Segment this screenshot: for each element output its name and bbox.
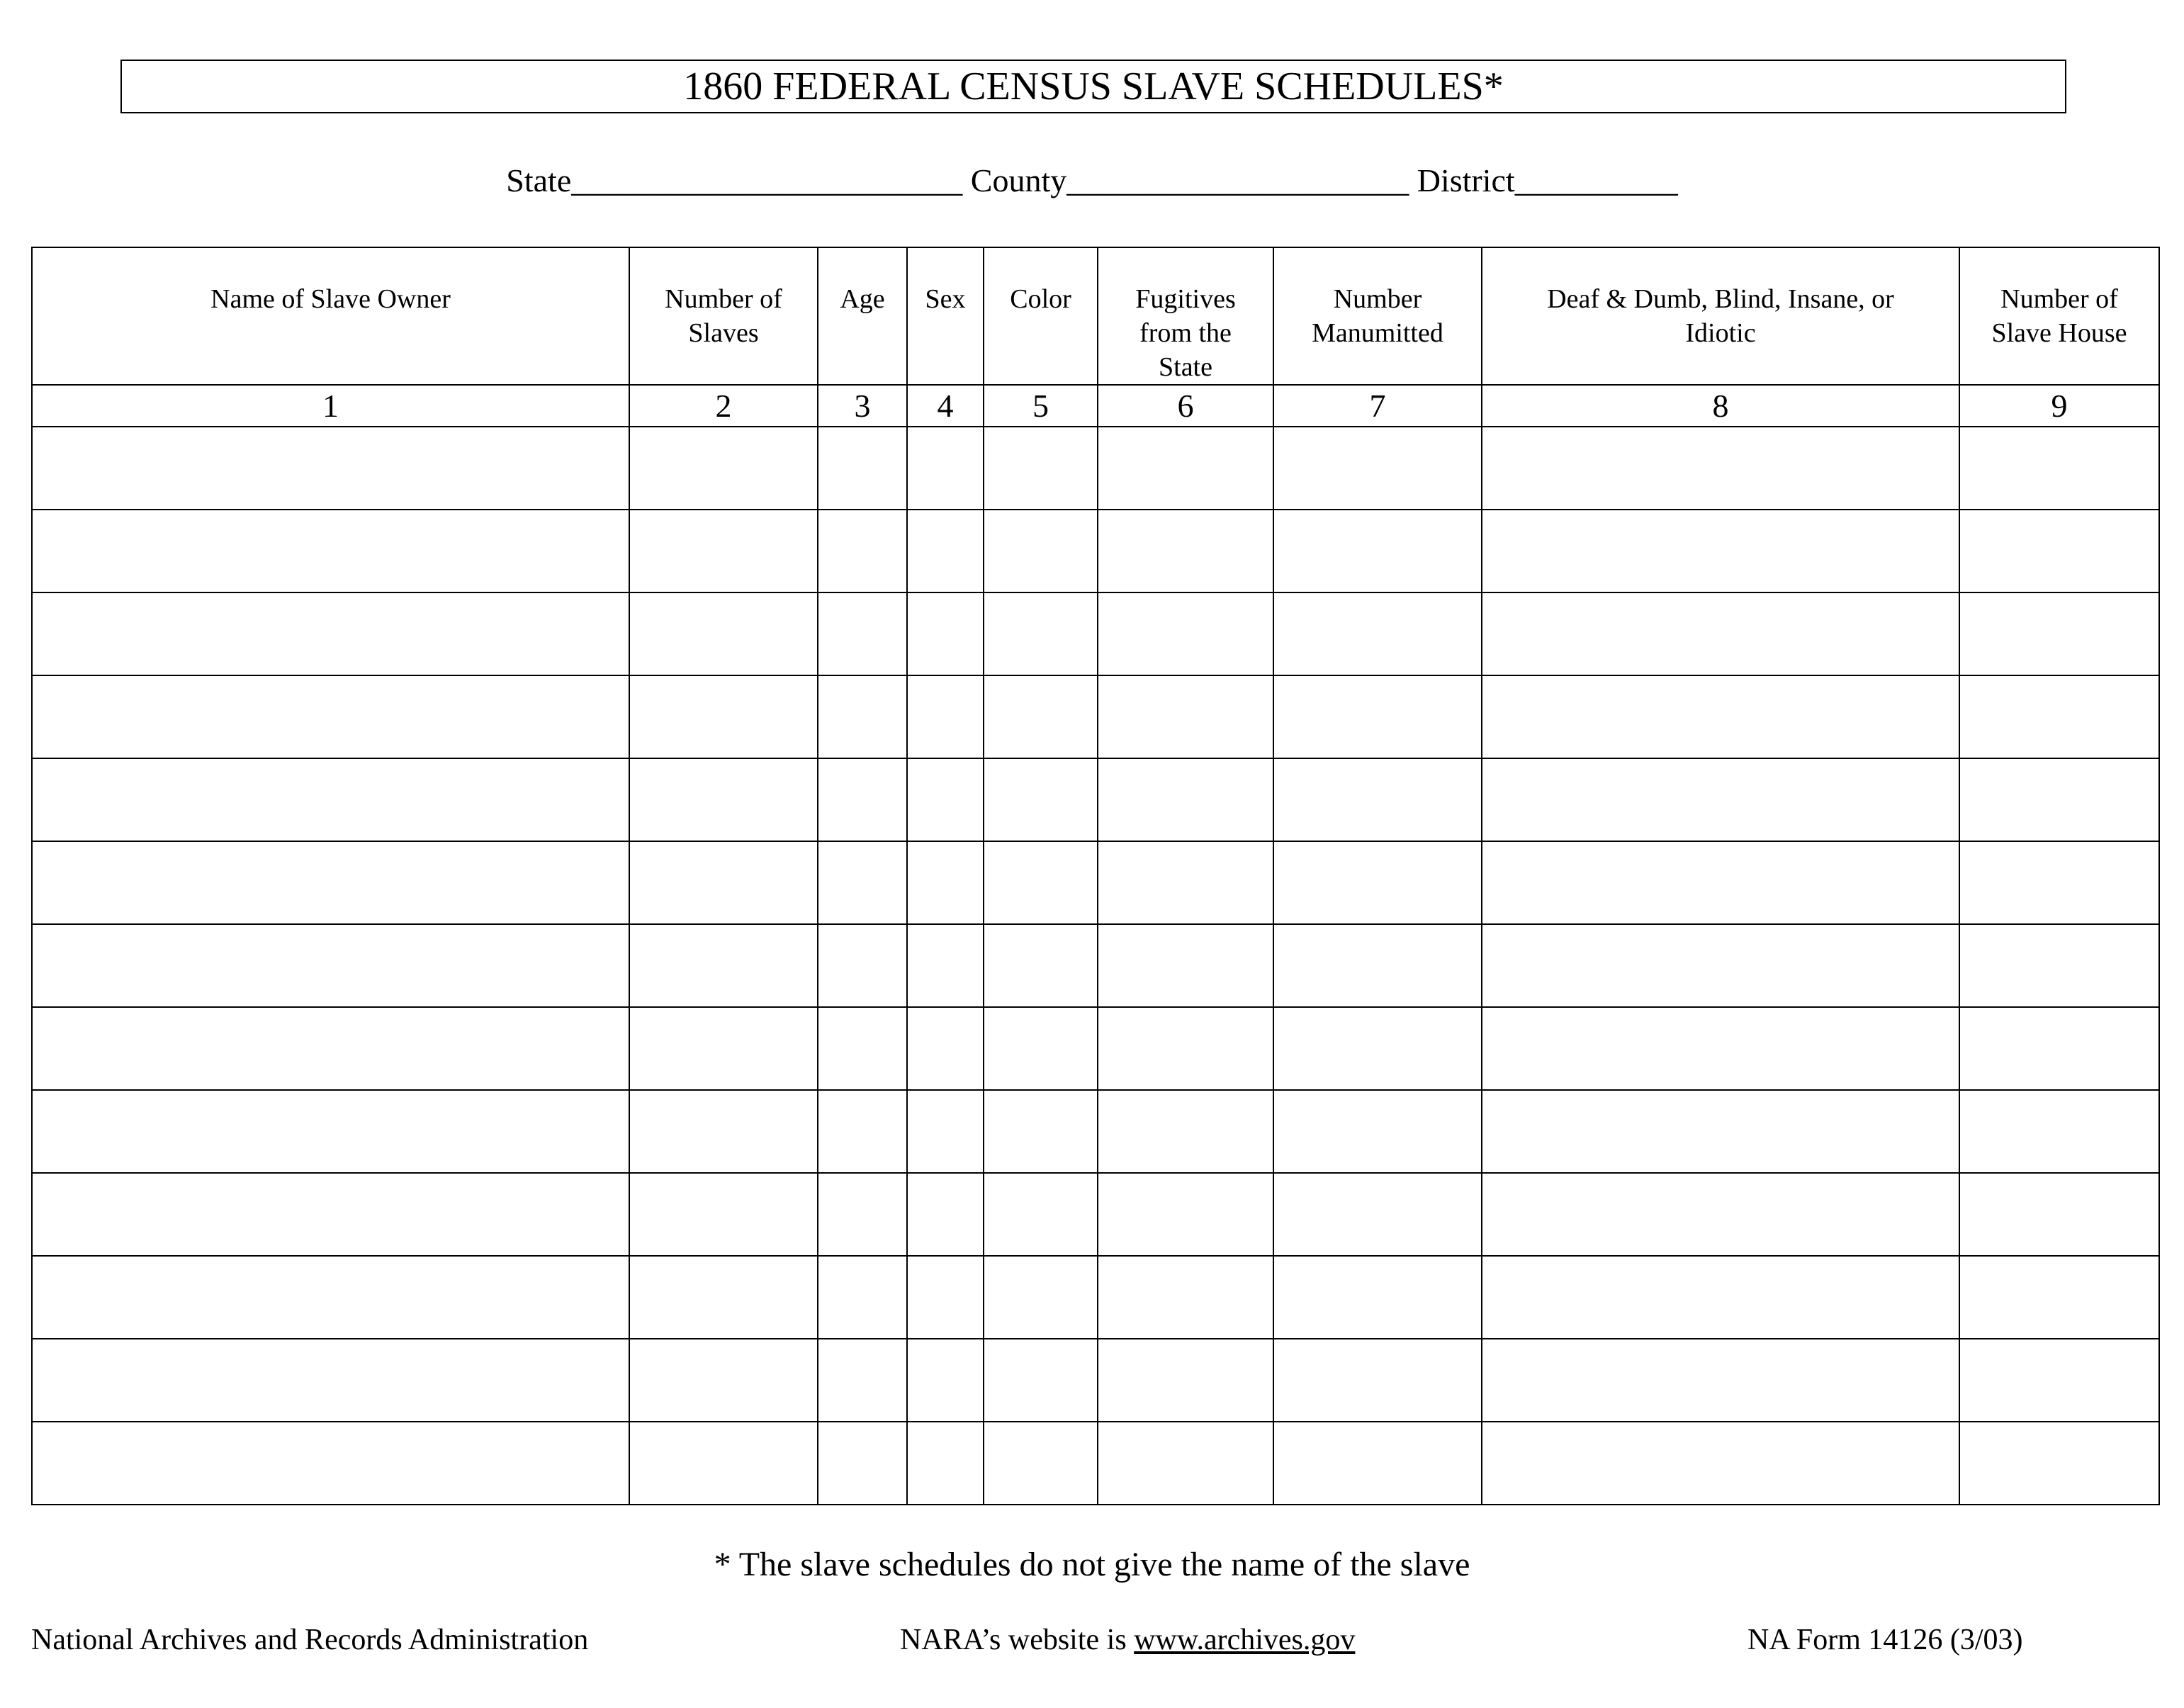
column-header: Color (984, 247, 1098, 385)
entry-cell[interactable] (818, 510, 907, 592)
entry-cell[interactable] (1098, 1007, 1273, 1090)
entry-cell[interactable] (629, 1339, 818, 1422)
entry-cell[interactable] (1959, 592, 2159, 675)
table-row (32, 1007, 2159, 1090)
entry-cell[interactable] (629, 592, 818, 675)
entry-cell[interactable] (984, 841, 1098, 924)
entry-cell[interactable] (818, 1339, 907, 1422)
entry-cell[interactable] (907, 758, 984, 841)
entry-cell[interactable] (629, 841, 818, 924)
entry-cell[interactable] (1482, 427, 1959, 510)
entry-cell[interactable] (818, 1173, 907, 1256)
entry-cell[interactable] (1098, 427, 1273, 510)
entry-cell[interactable] (907, 1173, 984, 1256)
column-number: 6 (1098, 385, 1273, 427)
entry-cell[interactable] (1273, 1007, 1482, 1090)
entry-cell[interactable] (907, 427, 984, 510)
column-number: 7 (1273, 385, 1482, 427)
table-row (32, 675, 2159, 758)
header-row (32, 247, 2159, 385)
entry-cell[interactable] (1098, 841, 1273, 924)
column-number: 9 (1959, 385, 2159, 427)
entry-cell[interactable] (818, 924, 907, 1007)
table-row (32, 841, 2159, 924)
entry-cell[interactable] (907, 1007, 984, 1090)
entry-cell[interactable] (32, 841, 629, 924)
entry-cell[interactable] (818, 427, 907, 510)
column-number-row (32, 385, 2159, 427)
table-row (32, 1256, 2159, 1339)
entry-cell[interactable] (629, 1422, 818, 1505)
table-row (32, 758, 2159, 841)
entry-cell[interactable] (907, 1339, 984, 1422)
entry-cell[interactable] (984, 510, 1098, 592)
column-header: Deaf & Dumb, Blind, Insane, or Idiotic (1482, 247, 1959, 385)
entry-cell[interactable] (984, 758, 1098, 841)
county-label: County (970, 162, 1067, 198)
entry-cell[interactable] (32, 924, 629, 1007)
entry-cell[interactable] (1959, 1173, 2159, 1256)
state-field[interactable]: ________________________ (571, 162, 963, 198)
column-header: Number of Slave House (1959, 247, 2159, 385)
entry-cell[interactable] (1482, 1173, 1959, 1256)
entry-cell[interactable] (907, 510, 984, 592)
entry-cell[interactable] (1098, 1090, 1273, 1173)
footnote: * The slave schedules do not give the name of the slave (714, 1546, 1470, 1583)
table-row (32, 924, 2159, 1007)
entry-cell[interactable] (1098, 1256, 1273, 1339)
entry-cell[interactable] (1482, 1422, 1959, 1505)
entry-cell[interactable] (984, 1173, 1098, 1256)
entry-cell[interactable] (1273, 592, 1482, 675)
entry-cell[interactable] (1273, 675, 1482, 758)
entry-cell[interactable] (1959, 1007, 2159, 1090)
entry-cell[interactable] (32, 510, 629, 592)
entry-cell[interactable] (1273, 1090, 1482, 1173)
entry-cell[interactable] (1098, 1173, 1273, 1256)
entry-cell[interactable] (1482, 675, 1959, 758)
entry-cell[interactable] (1482, 1007, 1959, 1090)
entry-cell[interactable] (1098, 1339, 1273, 1422)
column-header: Sex (907, 247, 984, 385)
district-label: District (1417, 162, 1515, 198)
entry-cell[interactable] (1482, 758, 1959, 841)
entry-cell[interactable] (32, 1422, 629, 1505)
entry-cell[interactable] (907, 924, 984, 1007)
column-header: Fugitives from the State (1098, 247, 1273, 385)
entry-cell[interactable] (1273, 1173, 1482, 1256)
state-label: State (506, 162, 572, 198)
entry-cell[interactable] (984, 924, 1098, 1007)
entry-cell[interactable] (629, 427, 818, 510)
entry-cell[interactable] (1482, 841, 1959, 924)
form-title: 1860 FEDERAL CENSUS SLAVE SCHEDULES* (120, 60, 2066, 113)
column-number: 4 (907, 385, 984, 427)
entry-cell[interactable] (629, 1007, 818, 1090)
table-row (32, 592, 2159, 675)
column-header: Number of Slaves (629, 247, 818, 385)
entry-cell[interactable] (629, 758, 818, 841)
entry-cell[interactable] (1482, 1339, 1959, 1422)
entry-cell[interactable] (1098, 510, 1273, 592)
schedule-table (31, 247, 2160, 1505)
entry-cell[interactable] (1098, 1422, 1273, 1505)
entry-cell[interactable] (1482, 1256, 1959, 1339)
entry-cell[interactable] (984, 592, 1098, 675)
entry-cell[interactable] (818, 1422, 907, 1505)
entry-cell[interactable] (1959, 510, 2159, 592)
entry-cell[interactable] (32, 1007, 629, 1090)
entry-cell[interactable] (907, 841, 984, 924)
entry-cell[interactable] (1482, 592, 1959, 675)
entry-cell[interactable] (907, 1256, 984, 1339)
website-link[interactable]: www.archives.gov (1134, 1624, 1356, 1656)
table-row (32, 1090, 2159, 1173)
column-number: 1 (32, 385, 629, 427)
table-row (32, 1173, 2159, 1256)
entry-cell[interactable] (32, 427, 629, 510)
district-field[interactable]: __________ (1514, 162, 1678, 198)
entry-cell[interactable] (818, 675, 907, 758)
table-row (32, 1422, 2159, 1505)
entry-cell[interactable] (1959, 675, 2159, 758)
location-fields (0, 162, 2184, 199)
website-prefix: NARA’s website is (900, 1624, 1135, 1656)
entry-cell[interactable] (1273, 1339, 1482, 1422)
entry-cell[interactable] (984, 1256, 1098, 1339)
entry-cell[interactable] (1959, 1090, 2159, 1173)
entry-cell[interactable] (907, 1090, 984, 1173)
entry-cell[interactable] (32, 675, 629, 758)
entry-cell[interactable] (1273, 1422, 1482, 1505)
entry-cell[interactable] (907, 1422, 984, 1505)
entry-cell[interactable] (818, 1256, 907, 1339)
entry-cell[interactable] (1482, 510, 1959, 592)
entry-cell[interactable] (1098, 924, 1273, 1007)
entry-cell[interactable] (984, 1339, 1098, 1422)
entry-cell[interactable] (1098, 592, 1273, 675)
entry-cell[interactable] (1273, 841, 1482, 924)
entry-cell[interactable] (984, 1422, 1098, 1505)
entry-cell[interactable] (1959, 427, 2159, 510)
entry-cell[interactable] (629, 510, 818, 592)
entry-cell[interactable] (32, 1090, 629, 1173)
form-number: NA Form 14126 (3/03) (1747, 1624, 2023, 1656)
entry-cell[interactable] (629, 1090, 818, 1173)
entry-cell[interactable] (984, 1090, 1098, 1173)
entry-cell[interactable] (1273, 510, 1482, 592)
entry-cell[interactable] (1959, 1422, 2159, 1505)
county-field[interactable]: _____________________ (1066, 162, 1409, 198)
column-header: Name of Slave Owner (32, 247, 629, 385)
entry-cell[interactable] (32, 1173, 629, 1256)
column-number: 5 (984, 385, 1098, 427)
column-header: Number Manumitted (1273, 247, 1482, 385)
entry-cell[interactable] (1273, 1256, 1482, 1339)
entry-cell[interactable] (1482, 924, 1959, 1007)
entry-cell[interactable] (1098, 758, 1273, 841)
entry-cell[interactable] (907, 592, 984, 675)
entry-cell[interactable] (1273, 758, 1482, 841)
entry-cell[interactable] (32, 592, 629, 675)
entry-cell[interactable] (1273, 427, 1482, 510)
entry-cell[interactable] (818, 1090, 907, 1173)
entry-cell[interactable] (32, 1256, 629, 1339)
entry-cell[interactable] (1959, 924, 2159, 1007)
column-number: 2 (629, 385, 818, 427)
column-header: Age (818, 247, 907, 385)
table-row (32, 427, 2159, 510)
entry-cell[interactable] (629, 924, 818, 1007)
table-row (32, 1339, 2159, 1422)
entry-cell[interactable] (1482, 1090, 1959, 1173)
entry-cell[interactable] (907, 675, 984, 758)
table-row (32, 510, 2159, 592)
entry-cell[interactable] (32, 758, 629, 841)
agency-name: National Archives and Records Administration (31, 1624, 589, 1656)
entry-cell[interactable] (984, 1007, 1098, 1090)
entry-cell[interactable] (1273, 924, 1482, 1007)
entry-cell[interactable] (984, 675, 1098, 758)
entry-cell[interactable] (1959, 758, 2159, 841)
website-note (900, 1623, 1355, 1657)
entry-cell[interactable] (629, 1256, 818, 1339)
entry-cell[interactable] (1098, 675, 1273, 758)
column-number: 8 (1482, 385, 1959, 427)
entry-cell[interactable] (1959, 1256, 2159, 1339)
entry-cell[interactable] (984, 427, 1098, 510)
entry-cell[interactable] (1959, 1339, 2159, 1422)
entry-cell[interactable] (818, 1007, 907, 1090)
entry-cell[interactable] (818, 841, 907, 924)
column-number: 3 (818, 385, 907, 427)
entry-cell[interactable] (32, 1339, 629, 1422)
entry-cell[interactable] (1959, 841, 2159, 924)
entry-cell[interactable] (629, 1173, 818, 1256)
entry-cell[interactable] (818, 758, 907, 841)
entry-cell[interactable] (818, 592, 907, 675)
entry-cell[interactable] (629, 675, 818, 758)
